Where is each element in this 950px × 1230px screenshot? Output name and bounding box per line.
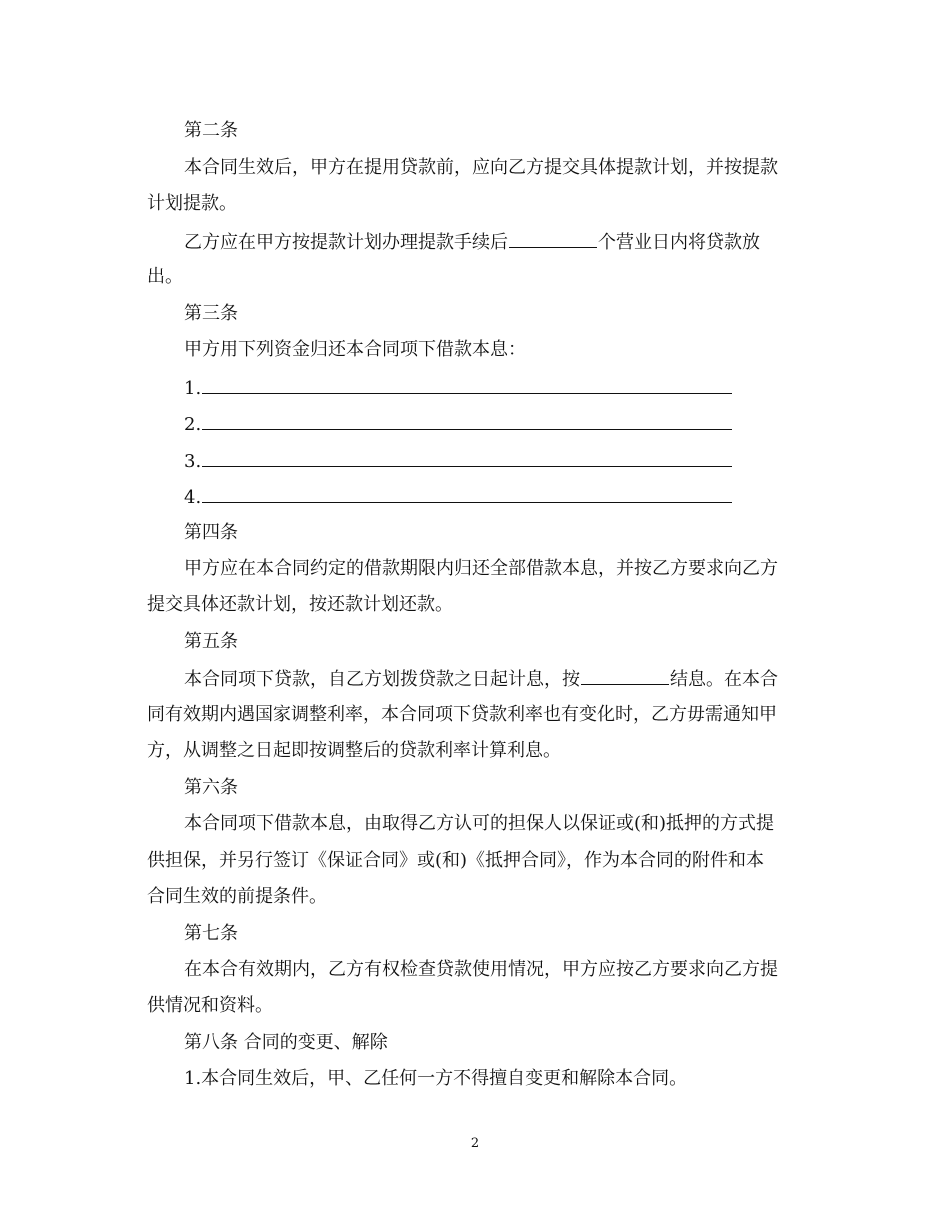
item-number: 3. [184, 451, 202, 472]
repayment-source-item-1 [184, 375, 733, 401]
article5-heading: 第五条 [184, 631, 238, 652]
item-number: 4. [184, 487, 202, 508]
page-number: 2 [470, 1136, 480, 1151]
article4-line1: 甲方应在本合同约定的借款期限内归还全部借款本息，并按乙方要求向乙方 [184, 558, 778, 579]
article5-line2: 同有效期内遇国家调整利率，本合同项下贷款利率也有变化时，乙方毋需通知甲 [147, 704, 777, 725]
repayment-source-item-2 [184, 411, 733, 437]
repayment-source-blank-2[interactable] [202, 411, 732, 430]
business-days-blank[interactable] [509, 229, 597, 248]
repayment-source-item-4 [184, 484, 733, 510]
article2-paragraph2-line1 [184, 229, 760, 255]
interest-settlement-blank[interactable] [581, 666, 669, 685]
article4-line2: 提交具体还款计划，按还款计划还款。 [147, 594, 453, 615]
article7-heading: 第七条 [184, 923, 238, 944]
article3-heading: 第三条 [184, 303, 238, 324]
article6-line1: 本合同项下借款本息，由取得乙方认可的担保人以保证或(和)抵押的方式提 [184, 813, 775, 834]
article2-paragraph2-text-before: 乙方应在甲方按提款计划办理提款手续后 [184, 232, 508, 253]
article5-line1-text-after: 结息。在本合 [670, 669, 778, 690]
article3-intro: 甲方用下列资金归还本合同项下借款本息： [184, 339, 526, 360]
repayment-source-blank-3[interactable] [202, 448, 732, 467]
article6-line3: 合同生效的前提条件。 [147, 886, 327, 907]
article7-line1: 在本合有效期内，乙方有权检查贷款使用情况，甲方应按乙方要求向乙方提 [184, 959, 778, 980]
article2-paragraph1-line2: 计划提款。 [147, 193, 237, 214]
article4-heading: 第四条 [184, 522, 238, 543]
article5-line1-text-before: 本合同项下贷款，自乙方划拨贷款之日起计息，按 [184, 669, 580, 690]
article6-heading: 第六条 [184, 777, 238, 798]
item-number: 2. [184, 414, 202, 435]
article2-heading: 第二条 [184, 120, 238, 141]
repayment-source-blank-1[interactable] [202, 375, 732, 394]
article5-line1 [184, 666, 778, 692]
repayment-source-item-3 [184, 448, 733, 474]
article2-paragraph2-text-after: 个营业日内将贷款放 [598, 232, 760, 253]
article5-line3: 方，从调整之日起即按调整后的贷款利率计算利息。 [147, 740, 561, 761]
article2-paragraph2-line2: 出。 [147, 266, 183, 287]
article7-line2: 供情况和资料。 [147, 995, 273, 1016]
article8-heading: 第八条 合同的变更、解除 [184, 1032, 388, 1053]
item-number: 1. [184, 378, 202, 399]
article8-item1: 1.本合同生效后，甲、乙任何一方不得擅自变更和解除本合同。 [184, 1068, 688, 1089]
article6-line2: 供担保，并另行签订《保证合同》或(和)《抵押合同》，作为本合同的附件和本 [147, 850, 765, 871]
article2-paragraph1-line1: 本合同生效后，甲方在提用贷款前，应向乙方提交具体提款计划，并按提款 [184, 157, 778, 178]
repayment-source-blank-4[interactable] [202, 484, 732, 503]
